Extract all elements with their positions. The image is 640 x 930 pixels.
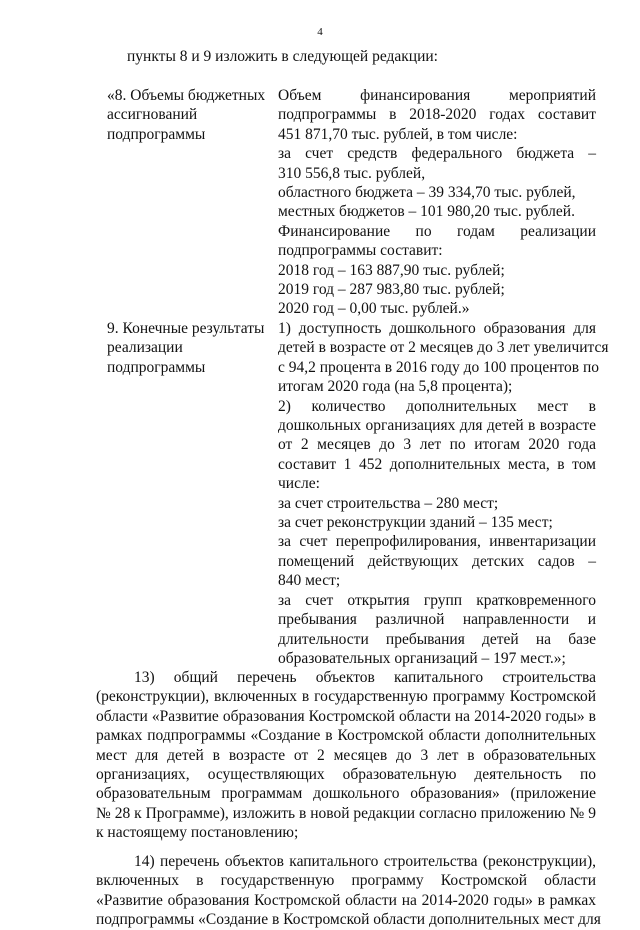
row-value-line: итогам 2020 года (на 5,8 процента); (278, 378, 513, 396)
row-value-line: 2) количество дополнительных мест в (278, 397, 596, 415)
paragraph-line: «Развитие образования Костромской области на 2014-2020 годы» в рамках (96, 891, 596, 909)
paragraph-line: № 28 к Программе), изложить в новой редакции согласно приложению № 9 (96, 804, 596, 822)
row-value-line: подпрограммы в 2018-2020 годах составит (278, 106, 596, 124)
row-value-line: 2018 год – 163 887,90 тыс. рублей; (278, 261, 505, 279)
page-number: 4 (317, 26, 323, 38)
row-value-line: за счет строительства – 280 мест; (278, 494, 499, 512)
row-label-line: 9. Конечные результаты (107, 320, 265, 337)
row-value-line: 451 871,70 тыс. рублей, в том числе: (278, 125, 518, 143)
paragraph-13 (96, 668, 596, 843)
paragraph-line: к настоящему постановлению; (96, 824, 299, 842)
row-value-line: от 2 месяцев до 3 лет по итогам 2020 года (278, 436, 596, 454)
paragraph-line: (реконструкции), включенных в государственную программу Костромской (96, 688, 596, 706)
row-value-line: за счет реконструкции зданий – 135 мест; (278, 514, 553, 532)
row-value-line: детей в возрасте от 2 месяцев до 3 лет увеличится (278, 339, 609, 357)
paragraph-line: подпрограммы «Создание в Костромской области дополнительных мест для (96, 911, 601, 929)
row-value-line: образовательных организаций – 197 мест.»; (278, 649, 566, 667)
row-value-line: подпрограммы составит: (278, 242, 443, 260)
paragraph-line: включенных в государственную программу Костромской области (96, 872, 596, 890)
row-value-line: длительности пребывания детей на базе (278, 630, 596, 648)
intro-text: пункты 8 и 9 изложить в следующей редакции: (127, 48, 438, 65)
row-value-line: за счет перепрофилирования, инвентаризации (278, 533, 596, 551)
row-value-line: 310 556,8 тыс. рублей, (278, 164, 426, 182)
row-value-line: областного бюджета – 39 334,70 тыс. рублей, (278, 184, 576, 202)
paragraph-line: мест для детей в возрасте от 2 месяцев до 3 лет в образовательных (96, 746, 596, 764)
row-value-line: Объем финансирования мероприятий (278, 87, 596, 104)
row-value-line: составит 1 452 дополнительных места, в том (278, 455, 596, 473)
paragraph-14 (96, 852, 601, 930)
row-label-line: «8. Объемы бюджетных (107, 87, 266, 104)
row-value-line: за счет открытия групп кратковременного (278, 591, 596, 609)
row-value-line: 2020 год – 0,00 тыс. рублей.» (278, 300, 470, 318)
row-label (107, 86, 265, 144)
row-value-line: 840 мест; (278, 572, 341, 590)
row-value-line: числе: (278, 475, 320, 493)
row-value (278, 319, 609, 668)
paragraph-line: 13) общий перечень объектов капитального строительства (134, 669, 596, 686)
row-value-line: дошкольных организациях для детей в возрасте (278, 417, 596, 435)
paragraph-line: организациях, осуществляющих образовательную деятельность по (96, 766, 596, 784)
paragraph-line: образовательным программам дошкольного образования» (приложение (96, 785, 596, 803)
row-label-line: реализации (107, 339, 183, 357)
row-label-line: подпрограммы (107, 125, 206, 143)
paragraph-line: области «Развитие образования Костромской области на 2014-2020 годы» в (96, 707, 596, 725)
row-value (278, 86, 596, 319)
row-label-line: подпрограммы (107, 358, 206, 376)
paragraph-line: рамках подпрограммы «Создание в Костромской области дополнительных (96, 727, 596, 745)
row-value-line: за счет средств федерального бюджета – (278, 145, 596, 163)
row-label-line: ассигнований (107, 106, 198, 124)
row-label (107, 319, 264, 377)
row-value-line: Финансирование по годам реализации (278, 222, 596, 240)
row-value-line: местных бюджетов – 101 980,20 тыс. рублей. (278, 203, 575, 221)
row-value-line: 1) доступность дошкольного образования для (278, 320, 596, 337)
paragraph-line: 14) перечень объектов капитального строительства (реконструкции), (134, 853, 596, 870)
row-value-line: с 94,2 процента в 2016 году до 100 процентов по (278, 358, 600, 376)
row-value-line: 2019 год – 287 983,80 тыс. рублей; (278, 281, 505, 299)
row-value-line: пребывания различной направленности и (278, 611, 596, 629)
row-value-line: помещений действующих детских садов – (278, 552, 596, 570)
